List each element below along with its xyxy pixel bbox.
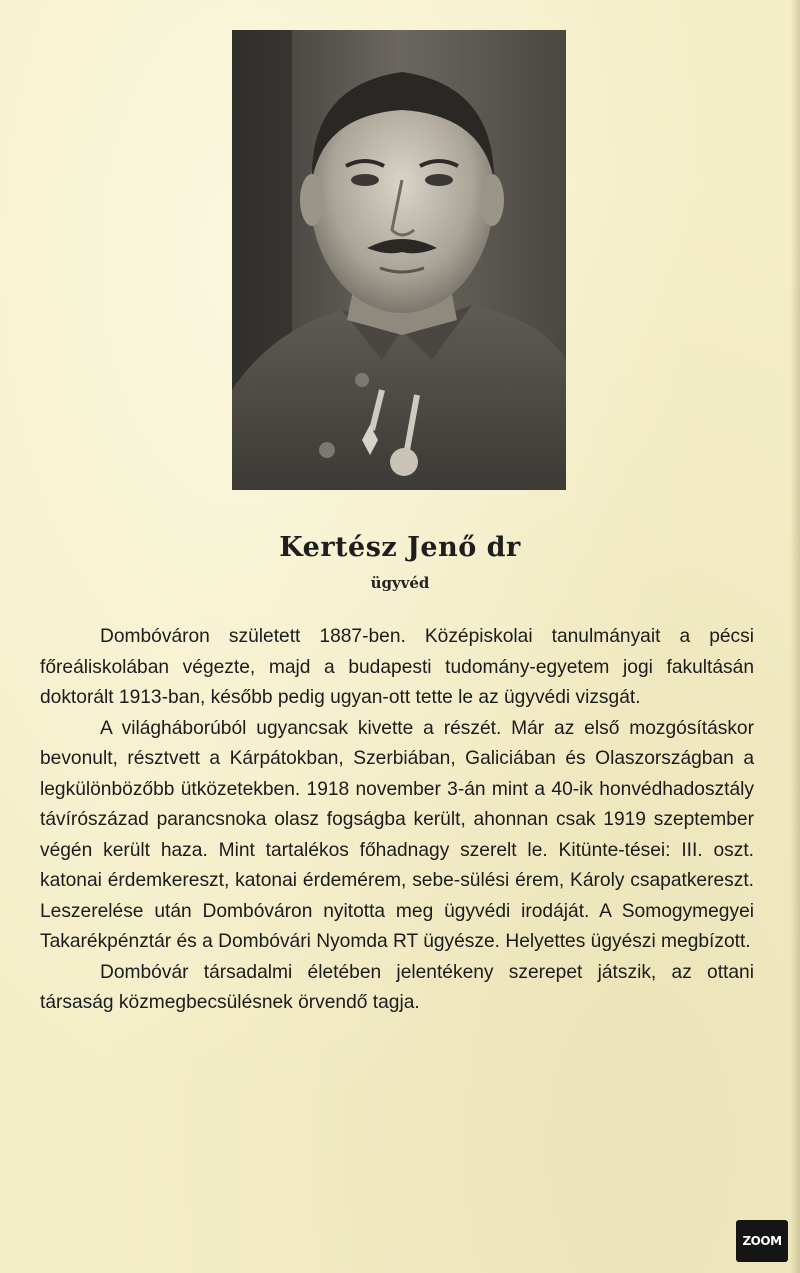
zoom-logo-text: ZOOM bbox=[742, 1234, 782, 1248]
biography-paragraph: Dombóvár társadalmi életében jelentékeny szerepet játszik, az ottani társaság közmegbecsülésnek örvendő tagja. bbox=[40, 961, 754, 1013]
portrait-photo bbox=[232, 30, 566, 490]
page-edge-shadow bbox=[790, 0, 800, 1273]
biography-paragraph: A világháborúból ugyancsak kivette a részét. Már az első mozgósításkor bevonult, résztvett a Kárpátokban, Szerbiában, Galiciában és Olaszországban a legkülönbözőbb ütközetekben. 1918 november 3-án mint a 40-ik honvédhadosztály távírószázad parancsnoka olasz fogságba került, ahonnan csak 1919 szeptember végén került haza. Mint tartalékos főhadnagy szerelt le. Kitünte-tései: III. oszt. katonai érdemkereszt, katonai érdemérem, sebe-sülési érem, Károly csapatkereszt. Leszerelése után Dombóváron nyitotta meg ügyvédi irodáját. A Somogymegyei Takarékpénztár és a Dombóvári Nyomda RT ügyésze. Helyettes ügyészi megbízott. bbox=[40, 717, 754, 952]
portrait-illustration bbox=[232, 30, 566, 490]
biography-text bbox=[40, 622, 754, 1019]
person-profession: ügyvéd bbox=[370, 574, 430, 592]
biography-paragraph: Dombóváron született 1887-ben. Középiskolai tanulmányait a pécsi főreáliskolában végezte, majd a budapesti tudomány-egyetem jogi fakultásán doktorált 1913-ban, később pedig ugyan-ott tette le az ügyvédi vizsgát. bbox=[40, 626, 754, 708]
person-name: Kertész Jenő dr bbox=[279, 532, 521, 563]
zoom-logo[interactable] bbox=[736, 1220, 788, 1262]
